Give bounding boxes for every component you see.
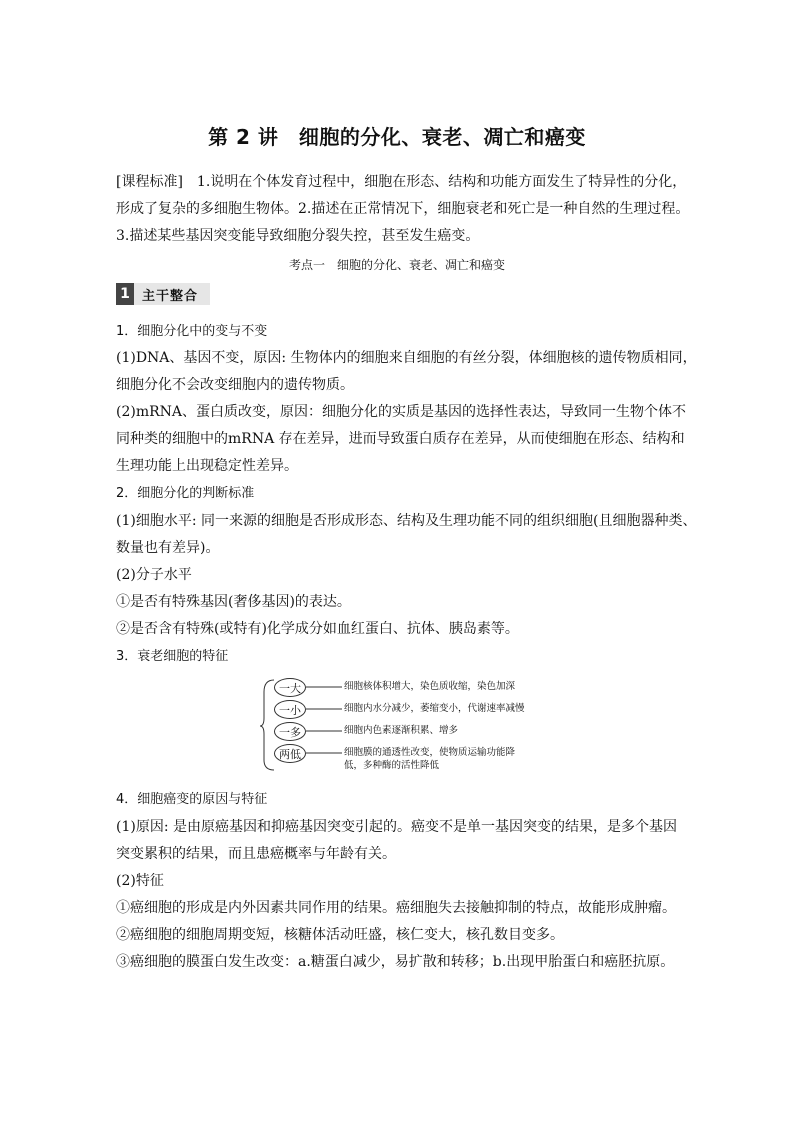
- s4-p3: ①癌细胞的形成是内外因素共同作用的结果。癌细胞失去接触抑制的特点，故能形成肿瘤。: [116, 900, 676, 916]
- s1-p2b: 同种类的细胞中的mRNA 存在差异，进而导致蛋白质存在差异，从而使细胞在形态、结构和: [116, 431, 685, 447]
- standard-label: [课程标准]: [116, 174, 183, 190]
- lesson-title: 第 2 讲 细胞的分化、衰老、凋亡和癌变: [208, 125, 586, 149]
- s2-p1a: (1)细胞水平: 同一来源的细胞是否形成形态、结构及生理功能不同的组织细胞(且细胞器种类、: [116, 513, 697, 529]
- s2-p1b: 数量也有差异)。: [116, 540, 220, 556]
- s4-p1b: 突变累积的结果，而且患癌概率与年龄有关。: [116, 846, 396, 862]
- aging-features-diagram: [260, 674, 540, 780]
- aging-desc-4: 细胞膜的通透性改变，使物质运输功能降: [344, 747, 516, 758]
- standard-text-1: 1.说明在个体发育过程中，细胞在形态、结构和功能方面发生了特异性的分化，: [182, 174, 687, 190]
- aging-key-3: 一多: [274, 722, 306, 741]
- s4-p5: ③癌细胞的膜蛋白发生改变：a.糖蛋白减少，易扩散和转移；b.出现甲胎蛋白和癌胚抗原。: [116, 954, 675, 970]
- aging-desc-1: 细胞核体积增大，染色质收缩，染色加深: [344, 681, 516, 692]
- standard-line-3: 3.描述某些基因突变能导致细胞分裂失控，甚至发生癌变。: [116, 228, 480, 244]
- s4-p2: (2)特征: [116, 873, 164, 889]
- aging-desc-2: 细胞内水分减少，萎缩变小，代谢速率减慢: [344, 703, 525, 714]
- s1-p2a: (2)mRNA、蛋白质改变，原因：细胞分化的实质是基因的选择性表达，导致同一生物个体不: [116, 404, 687, 420]
- standard-line-2: 形成了复杂的多细胞生物体。2.描述在正常情况下，细胞衰老和死亡是一种自然的生理过程。: [116, 201, 690, 217]
- s2-p4: ②是否含有特殊(或特有)化学成分如血红蛋白、抗体、胰岛素等。: [116, 621, 519, 637]
- aging-key-1: 一大: [274, 678, 306, 697]
- s4-heading: 4．细胞癌变的原因与特征: [116, 792, 268, 807]
- aging-key-4: 两低: [274, 744, 306, 763]
- section-badge: [116, 283, 210, 305]
- aging-desc-4b: 低，多种酶的活性降低: [344, 760, 440, 771]
- badge-text: 主干整合: [142, 288, 199, 304]
- standard-line-1: [116, 172, 686, 192]
- aging-desc-3: 细胞内色素逐渐积累、增多: [344, 725, 459, 736]
- s3-heading: 3．衰老细胞的特征: [116, 649, 229, 664]
- s1-p2c: 生理功能上出现稳定性差异。: [116, 458, 298, 474]
- s1-p1a: (1)DNA、基因不变，原因: 生物体内的细胞来自细胞的有丝分裂，体细胞核的遗传物质相同，: [116, 350, 697, 366]
- aging-key-2: 一小: [274, 700, 306, 719]
- section-title: 考点一 细胞的分化、衰老、凋亡和癌变: [288, 258, 505, 272]
- badge-number: 1: [116, 283, 134, 305]
- s4-p4: ②癌细胞的细胞周期变短，核糖体活动旺盛，核仁变大，核孔数目变多。: [116, 927, 564, 943]
- s1-heading: 1．细胞分化中的变与不变: [116, 324, 268, 339]
- s2-p3: ①是否有特殊基因(奢侈基因)的表达。: [116, 594, 351, 610]
- s2-heading: 2．细胞分化的判断标准: [116, 486, 255, 501]
- s2-p2: (2)分子水平: [116, 567, 192, 583]
- s1-p1b: 细胞分化不会改变细胞内的遗传物质。: [116, 377, 354, 393]
- s4-p1a: (1)原因: 是由原癌基因和抑癌基因突变引起的。癌变不是单一基因突变的结果，是多个基因: [116, 819, 677, 835]
